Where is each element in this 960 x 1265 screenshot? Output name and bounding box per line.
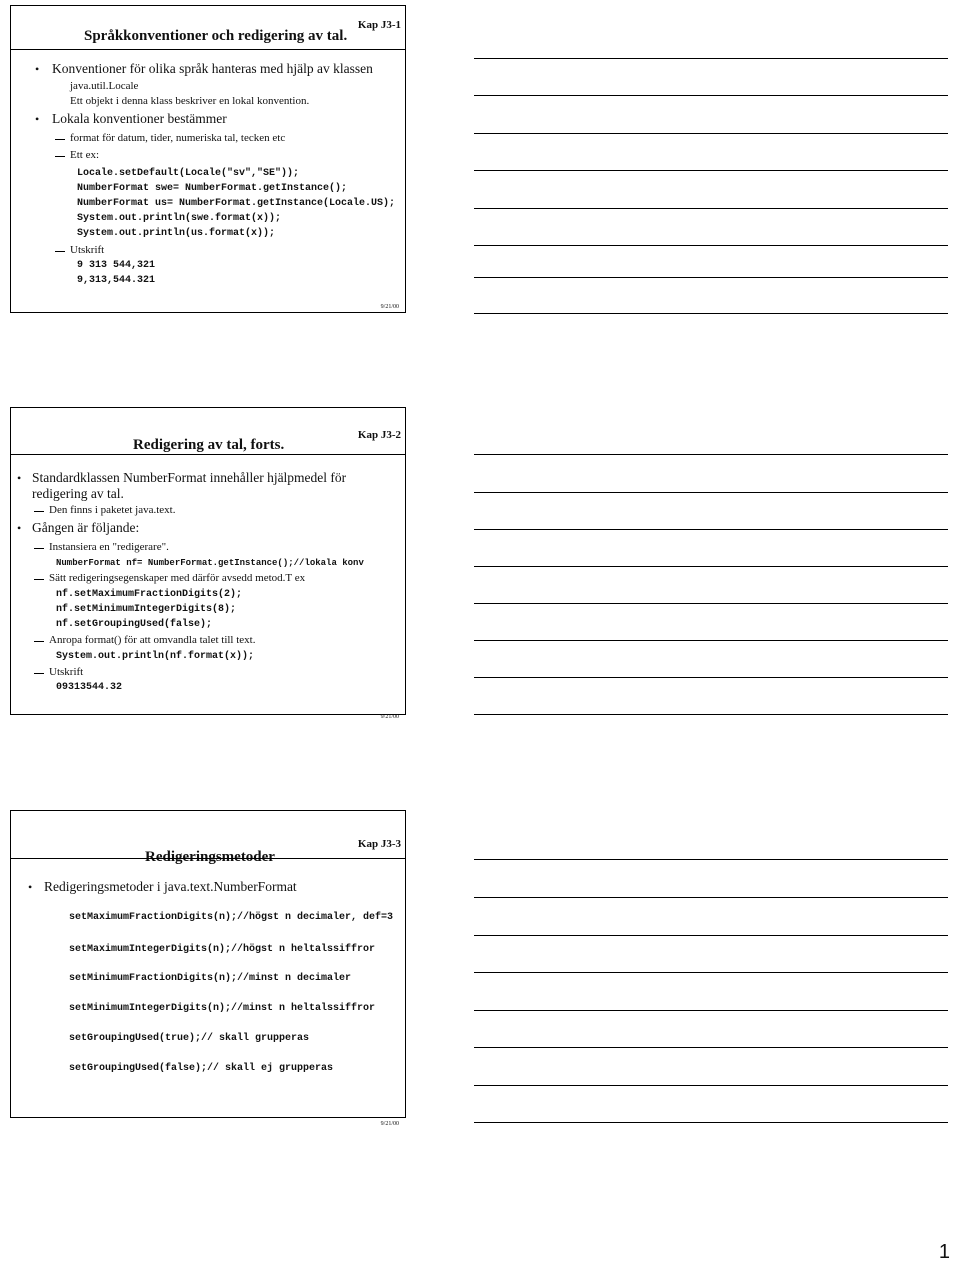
code-line: nf.setGroupingUsed(false); — [56, 619, 213, 630]
sub-bullet-text: Instansiera en "redigerare". — [49, 541, 169, 553]
dash-icon — [34, 673, 44, 674]
note-line — [474, 170, 948, 171]
bullet-icon: • — [35, 62, 40, 76]
slide-date: 9/21/00 — [380, 714, 399, 720]
title-divider — [11, 454, 405, 455]
note-line — [474, 1085, 948, 1086]
dash-icon — [34, 548, 44, 549]
title-divider — [11, 858, 405, 859]
note-line — [474, 133, 948, 134]
note-line — [474, 566, 948, 567]
dash-icon — [55, 156, 65, 157]
slide-chapter-label: Kap J3-1 — [357, 19, 401, 31]
bullet-text: redigering av tal. — [32, 486, 124, 501]
note-line — [474, 454, 948, 455]
code-line: setGroupingUsed(true);// skall grupperas — [69, 1033, 310, 1044]
code-line: 09313544.32 — [56, 682, 123, 693]
bullet-icon: • — [35, 112, 40, 126]
note-line — [474, 95, 948, 96]
code-line: setMinimumFractionDigits(n);//minst n decimaler — [69, 973, 352, 984]
code-line: NumberFormat us= NumberFormat.getInstance(Locale.US); — [77, 198, 396, 209]
title-divider — [11, 49, 405, 50]
sub-bullet-text: Utskrift — [49, 666, 84, 678]
note-line — [474, 1010, 948, 1011]
sub-bullet-text: Den finns i paketet java.text. — [49, 504, 176, 516]
slide-date: 9/21/00 — [380, 1121, 399, 1127]
note-line — [474, 714, 948, 715]
note-line — [474, 529, 948, 530]
note-line — [474, 677, 948, 678]
code-line: System.out.println(swe.format(x)); — [77, 213, 282, 224]
slide-3 — [10, 810, 406, 1127]
note-line — [474, 640, 948, 641]
bullet-text: Standardklassen NumberFormat innehåller hjälpmedel för — [32, 470, 347, 485]
code-line: setGroupingUsed(false);// skall ej grupperas — [69, 1063, 334, 1074]
note-line — [474, 897, 948, 898]
slide-date: 9/21/00 — [380, 304, 399, 310]
note-line — [474, 935, 948, 936]
dash-icon — [34, 579, 44, 580]
bullet-text: Redigeringsmetoder i java.text.NumberFormat — [44, 879, 297, 894]
bullet-text: Konventioner för olika språk hanteras med hjälp av klassen — [52, 61, 373, 76]
code-line: Locale.setDefault(Locale("sv","SE")); — [77, 168, 300, 179]
page-number: 1 — [938, 1241, 950, 1263]
note-line — [474, 1122, 948, 1123]
note-line — [474, 313, 948, 314]
note-line — [474, 277, 948, 278]
slide-title: Redigeringsmetoder — [145, 849, 275, 865]
code-line: nf.setMinimumIntegerDigits(8); — [56, 604, 237, 615]
slide-chapter-label: Kap J3-3 — [357, 838, 401, 850]
code-line: NumberFormat swe= NumberFormat.getInstance(); — [77, 183, 348, 194]
code-line: setMaximumFractionDigits(n);//högst n decimaler, def=3 — [69, 912, 394, 923]
slide-title: Språkkonventioner och redigering av tal. — [84, 28, 348, 44]
slide-1 — [10, 5, 406, 313]
bullet-icon: • — [17, 471, 22, 485]
dash-icon — [34, 511, 44, 512]
code-line: 9,313,544.321 — [77, 275, 156, 286]
code-line: System.out.println(us.format(x)); — [77, 228, 276, 239]
code-line: nf.setMaximumFractionDigits(2); — [56, 589, 243, 600]
note-line — [474, 58, 948, 59]
bullet-text: Gången är följande: — [32, 520, 140, 535]
note-line — [474, 972, 948, 973]
dash-icon — [34, 641, 44, 642]
sub-bullet-text: format för datum, tider, numeriska tal, tecken etc — [70, 132, 286, 144]
sub-bullet-text: Anropa format() för att omvandla talet till text. — [49, 634, 256, 646]
code-line: System.out.println(nf.format(x)); — [56, 651, 255, 662]
note-line — [474, 208, 948, 209]
bullet-icon: • — [17, 521, 22, 535]
note-line — [474, 492, 948, 493]
bullet-text: Lokala konventioner bestämmer — [52, 111, 227, 126]
sub-bullet-text: Ett objekt i denna klass beskriver en lokal konvention. — [70, 95, 310, 107]
slide-chapter-label: Kap J3-2 — [357, 429, 401, 441]
note-line — [474, 1047, 948, 1048]
sub-bullet-text: Ett ex: — [70, 149, 100, 161]
dash-icon — [55, 139, 65, 140]
bullet-text: java.util.Locale — [70, 80, 139, 92]
bullet-icon: • — [28, 880, 33, 894]
sub-bullet-text: Sätt redigeringsegenskaper med därför avsedd metod.T ex — [49, 572, 306, 584]
note-line — [474, 245, 948, 246]
code-line: NumberFormat nf= NumberFormat.getInstance();//lokala konv — [56, 558, 364, 568]
code-line: setMaximumIntegerDigits(n);//högst n heltalssiffror — [69, 944, 376, 955]
slide-2 — [10, 407, 406, 720]
slide-title: Redigering av tal, forts. — [133, 437, 285, 453]
sub-bullet-text: Utskrift — [70, 244, 105, 256]
note-line — [474, 859, 948, 860]
note-line — [474, 603, 948, 604]
code-line: 9 313 544,321 — [77, 260, 156, 271]
dash-icon — [55, 251, 65, 252]
code-line: setMinimumIntegerDigits(n);//minst n heltalssiffror — [69, 1003, 376, 1014]
